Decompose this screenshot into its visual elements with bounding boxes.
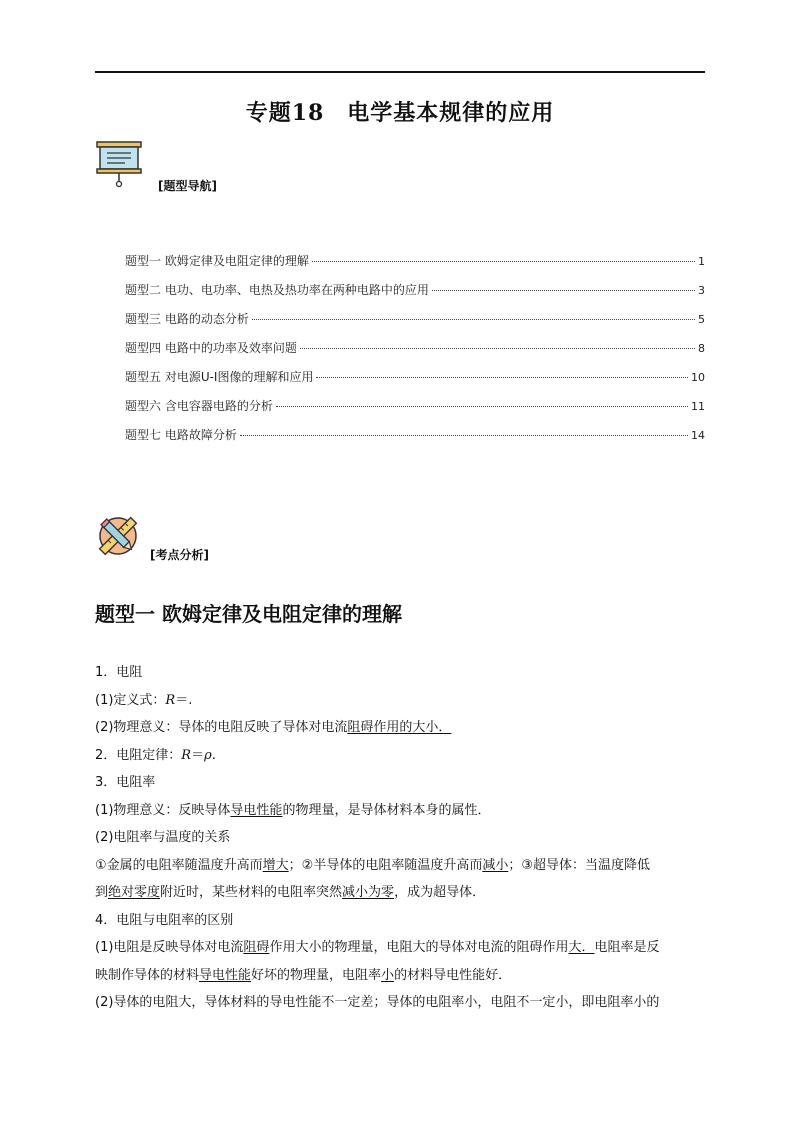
toc-label: 题型四 电路中的功率及效率问题 [125, 341, 297, 355]
text: 附近时，某些材料的电阻率突然 [160, 885, 343, 900]
text: 3．电阻率 [95, 775, 156, 790]
text: (2)物理意义：导体的电阻反映了导体对电流 [95, 720, 348, 735]
toc-label: 题型七 电路故障分析 [125, 428, 237, 442]
underlined-text: 大． [568, 940, 595, 955]
text: 好坏的物理量，电阻率 [251, 967, 382, 983]
text: 电阻率是反 [594, 940, 660, 955]
text: 作用大小的物理量，电阻大的导体对电流的阻碍作用 [269, 940, 569, 955]
underlined-text: 减小为零 [342, 885, 395, 900]
paragraph [95, 714, 707, 742]
text: 映制作导体的材料 [95, 967, 200, 983]
text: 的物理量，是导体材料本身的属性． [282, 802, 491, 818]
text: 2．电阻定律： [95, 747, 182, 763]
toc-item[interactable] [125, 252, 705, 281]
toc-item[interactable] [125, 397, 705, 426]
toc-page: 1 [698, 255, 705, 268]
paragraph [95, 907, 707, 935]
toc-item[interactable] [125, 310, 705, 339]
text: (2)电阻率与温度的关系 [95, 830, 231, 845]
text: . [211, 747, 216, 763]
toc-leader [276, 406, 688, 407]
toc-label: 题型二 电功、电功率、电热及热功率在两种电路中的应用 [125, 283, 429, 297]
body-text [95, 659, 707, 1017]
paragraph [95, 962, 707, 990]
text: ；③超导体：当温度降低 [508, 857, 650, 873]
toc-item[interactable] [125, 281, 705, 310]
underlined-text: 阻碍作用的大小． [347, 720, 452, 735]
toc-page: 3 [698, 284, 705, 297]
page-title: 专题18 电学基本规律的应用 [245, 100, 555, 126]
text: ＝ [191, 747, 205, 763]
text: 到 [95, 885, 109, 900]
text: ；②半导体的电阻率随温度升高而 [288, 857, 483, 873]
toc-leader [432, 290, 695, 291]
paragraph [95, 989, 707, 1017]
toc-leader [300, 348, 695, 349]
pencil-ruler-icon [96, 514, 140, 558]
text: 1．电阻 [95, 665, 143, 680]
variable-r: R [181, 747, 192, 763]
toc-label: 题型一 欧姆定律及电阻定律的理解 [125, 254, 309, 268]
paragraph [95, 824, 707, 852]
paragraph [95, 797, 707, 825]
toc-leader [252, 319, 695, 320]
section-heading: 题型一 欧姆定律及电阻定律的理解 [95, 602, 402, 626]
text: (1)定义式： [95, 692, 166, 708]
nav-section-label: [题型导航] [158, 179, 217, 193]
underlined-text: 阻碍 [243, 940, 270, 955]
underlined-text: 增大 [262, 857, 289, 873]
toc-leader [240, 435, 688, 436]
paragraph [95, 934, 707, 962]
variable-r: R [165, 692, 176, 708]
table-of-contents [125, 252, 705, 455]
underlined-text: 减小 [482, 857, 509, 873]
text: ＝. [175, 692, 193, 708]
text: (1)物理意义：反映导体 [95, 802, 231, 818]
toc-page: 10 [691, 371, 705, 384]
toc-page: 8 [698, 342, 705, 355]
toc-page: 14 [691, 429, 705, 442]
paragraph [95, 879, 707, 907]
analysis-section-label: [考点分析] [150, 548, 209, 562]
text: (2)导体的电阻大，导体材料的导电性能不一定差；导体的电阻率小，电阻不一定小，即电阻率小的 [95, 995, 660, 1010]
text: ①金属的电阻率随温度升高而 [95, 857, 263, 873]
underlined-text: 导电性能 [199, 967, 252, 983]
toc-leader [316, 377, 688, 378]
toc-item[interactable] [125, 339, 705, 368]
underlined-text: 绝对零度 [108, 885, 161, 900]
toc-item[interactable] [125, 426, 705, 455]
toc-label: 题型六 含电容器电路的分析 [125, 399, 273, 413]
toc-page: 5 [698, 313, 705, 326]
text: 的材料导电性能好． [394, 967, 512, 983]
toc-item[interactable] [125, 368, 705, 397]
paragraph [95, 659, 707, 687]
paragraph [95, 742, 707, 770]
text: 4．电阻与电阻率的区别 [95, 912, 234, 928]
paragraph [95, 852, 707, 880]
paragraph [95, 687, 707, 715]
header-rule [95, 71, 705, 73]
underlined-text: 导电性能 [230, 802, 283, 818]
text: ，成为超导体． [394, 885, 486, 900]
toc-page: 11 [691, 400, 705, 413]
toc-leader [312, 261, 695, 262]
presentation-board-icon [95, 140, 145, 190]
text: (1)电阻是反映导体对电流 [95, 940, 244, 955]
underlined-text: 小 [381, 967, 395, 983]
paragraph [95, 769, 707, 797]
toc-label: 题型五 对电源U-I图像的理解和应用 [125, 370, 314, 384]
variable-rho: ρ [204, 747, 212, 763]
toc-label: 题型三 电路的动态分析 [125, 312, 249, 326]
